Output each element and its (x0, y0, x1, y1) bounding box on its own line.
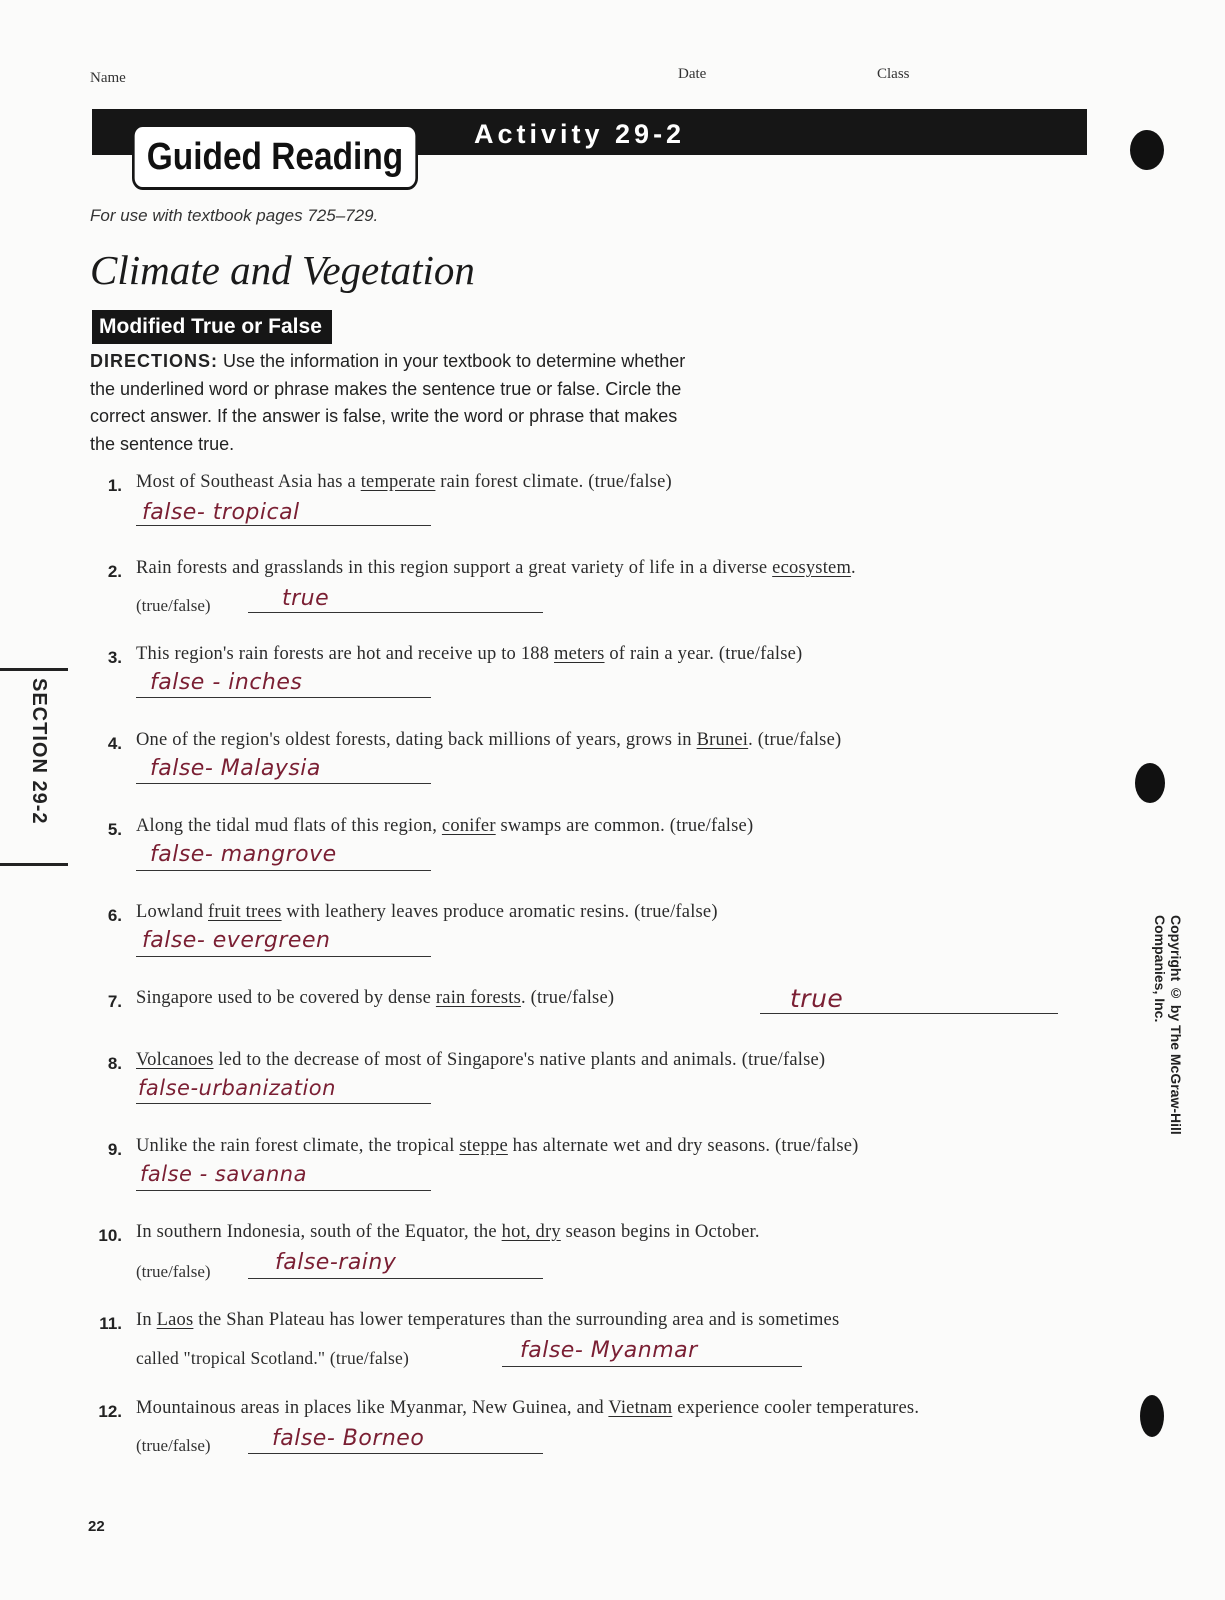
underlined-term: fruit trees (208, 902, 282, 922)
handwritten-answer: false- Malaysia (150, 756, 321, 781)
answer-line[interactable] (136, 870, 431, 871)
handwritten-answer: false- mangrove (150, 842, 337, 867)
handwritten-answer: false- evergreen (142, 928, 331, 953)
binder-hole (1135, 763, 1165, 803)
underlined-term: temperate (360, 472, 436, 492)
copyright-notice: Copyright © by The McGraw-Hill Companies, Inc. (1152, 915, 1184, 1135)
handwritten-answer: false-rainy (275, 1250, 397, 1275)
question-number: 8. (107, 1054, 122, 1073)
page-title: Climate and Vegetation (90, 247, 475, 293)
question-text: Along the tidal mud flats of this region, conifer swamps are common. (true/false) (136, 816, 754, 836)
guided-reading-title: Guided Reading (132, 124, 418, 190)
section-tab-label: SECTION 29-2 (28, 678, 50, 825)
page-number: 22 (88, 1518, 105, 1535)
question-number: 2. (107, 562, 122, 581)
underlined-term: Laos (156, 1310, 194, 1330)
question-number: 1. (107, 476, 122, 495)
underlined-term: meters (554, 644, 605, 664)
question-text: Lowland fruit trees with leathery leaves produce aromatic resins. (true/false) (136, 902, 718, 922)
underlined-term: Volcanoes (136, 1050, 214, 1070)
answer-line[interactable] (136, 956, 431, 957)
handwritten-answer: true (790, 984, 844, 1013)
class-label: Class (877, 66, 910, 82)
question-number: 7. (107, 992, 122, 1011)
true-false-label: (true/false) (136, 1436, 211, 1455)
handwritten-answer: false- tropical (142, 500, 300, 525)
binder-hole (1130, 130, 1164, 170)
question-text: In southern Indonesia, south of the Equator, the hot, dry season begins in October. (136, 1222, 760, 1242)
question-text: In Laos the Shan Plateau has lower temperatures than the surrounding area and is sometimes (136, 1310, 840, 1330)
question-text: Mountainous areas in places like Myanmar, New Guinea, and Vietnam experience cooler temperatures. (136, 1398, 920, 1418)
question-text: Singapore used to be covered by dense rain forests. (true/false) (136, 988, 615, 1008)
binder-hole (1140, 1395, 1164, 1437)
answer-line[interactable] (136, 697, 431, 698)
directions-line4: the sentence true. (90, 433, 235, 454)
question-text: One of the region's oldest forests, dating back millions of years, grows in Brunei. (true/false) (136, 730, 842, 750)
answer-line[interactable] (502, 1366, 802, 1367)
handwritten-answer: false- Borneo (272, 1426, 425, 1451)
question-number: 3. (107, 648, 122, 667)
underlined-term: conifer (441, 816, 496, 836)
underlined-term: Vietnam (608, 1398, 673, 1418)
answer-line[interactable] (248, 1278, 543, 1279)
answer-line[interactable] (136, 525, 431, 526)
handwritten-answer: false - inches (150, 670, 303, 695)
answer-line[interactable] (248, 612, 543, 613)
handwritten-answer: false- Myanmar (520, 1338, 698, 1363)
underlined-term: rain forests (435, 988, 522, 1008)
answer-line[interactable] (136, 783, 431, 784)
true-false-label: (true/false) (136, 1262, 211, 1281)
underlined-term: ecosystem (772, 558, 852, 578)
question-number: 9. (107, 1140, 122, 1159)
handwritten-answer: false-urbanization (138, 1076, 336, 1100)
section-label: Modified True or False (92, 310, 332, 344)
underlined-term: Brunei (696, 730, 749, 750)
question-number: 10. (98, 1226, 122, 1245)
question-text: Most of Southeast Asia has a temperate rain forest climate. (true/false) (136, 472, 672, 492)
handwritten-answer: false - savanna (140, 1162, 307, 1186)
directions (90, 348, 830, 458)
question-number: 6. (107, 906, 122, 925)
question-text: Volcanoes led to the decrease of most of Singapore's native plants and animals. (true/false) (136, 1050, 826, 1070)
question-number: 12. (98, 1402, 122, 1421)
underlined-term: steppe (459, 1136, 508, 1156)
answer-line[interactable] (136, 1190, 431, 1191)
name-label: Name (90, 70, 126, 86)
question-number: 11. (99, 1314, 122, 1333)
textbook-pages: For use with textbook pages 725–729. (90, 206, 379, 225)
underlined-term: hot, dry (501, 1222, 561, 1242)
question-number: 5. (107, 820, 122, 839)
answer-line[interactable] (248, 1453, 543, 1454)
directions-label: DIRECTIONS: (90, 351, 218, 371)
directions-line3: correct answer. If the answer is false, write the word or phrase that makes (90, 406, 678, 426)
activity-label: Activity 29-2 (474, 119, 686, 149)
question-text: Unlike the rain forest climate, the tropical steppe has alternate wet and dry seasons. (true/false) (136, 1136, 859, 1156)
date-label: Date (678, 66, 707, 82)
handwritten-answer: true (282, 586, 330, 611)
question-text: This region's rain forests are hot and receive up to 188 meters of rain a year. (true/false) (136, 644, 803, 664)
question-text: Rain forests and grasslands in this region support a great variety of life in a diverse ecosystem. (136, 558, 856, 578)
question-text-line2: called "tropical Scotland." (true/false) (136, 1348, 410, 1368)
true-false-label: (true/false) (136, 596, 211, 615)
directions-line2: the underlined word or phrase makes the sentence true or false. Circle the (90, 378, 682, 399)
directions-line1: Use the information in your textbook to determine whether (223, 351, 686, 371)
question-number: 4. (107, 734, 122, 753)
answer-line[interactable] (136, 1103, 431, 1104)
answer-line[interactable] (760, 1013, 1058, 1014)
